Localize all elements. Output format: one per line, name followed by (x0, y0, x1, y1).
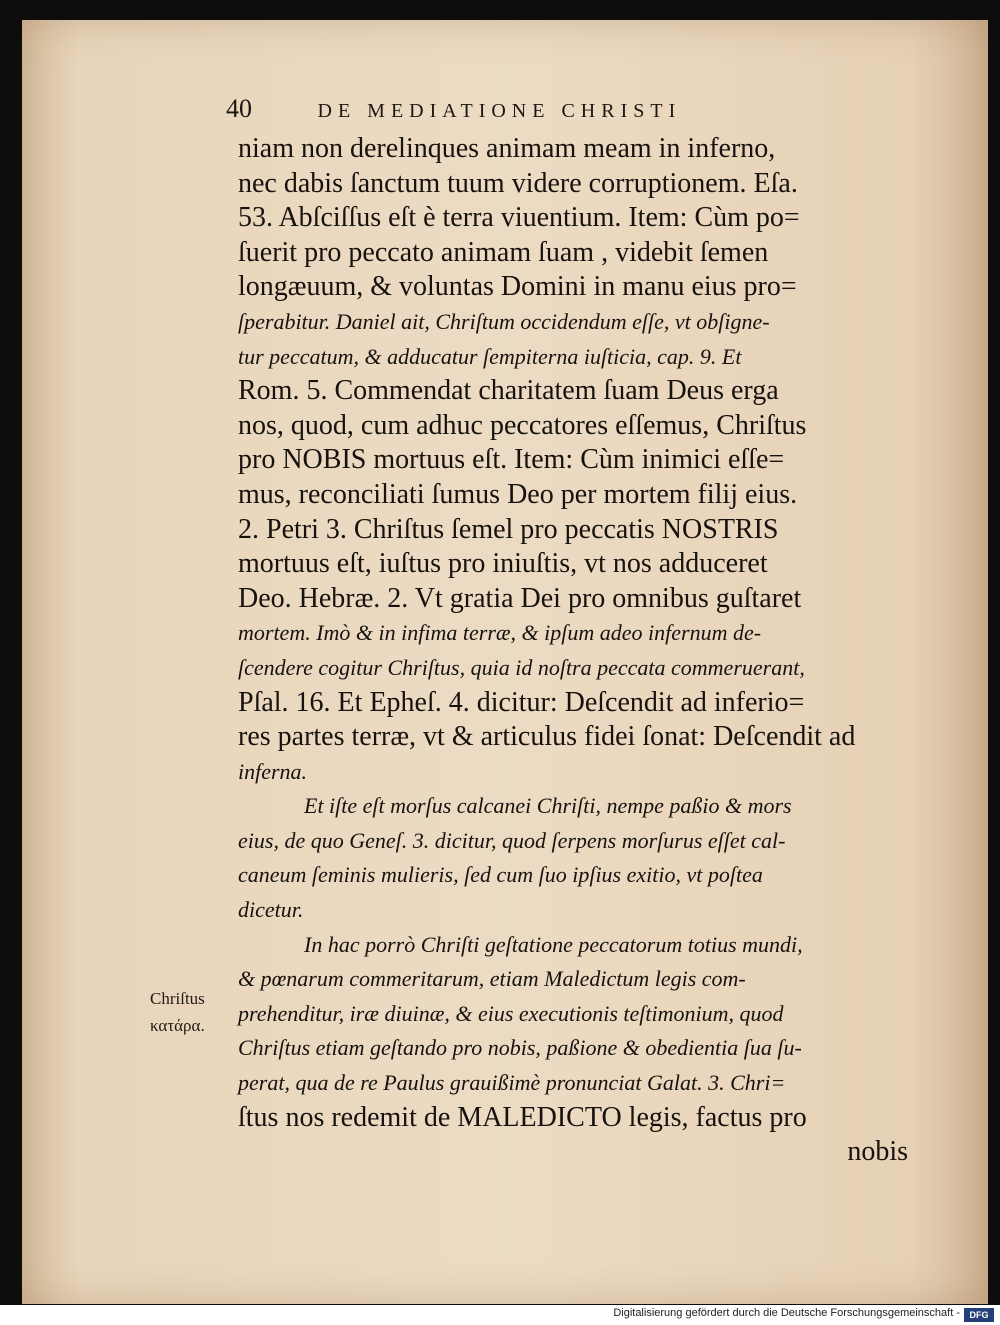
text-line: longæuum, & voluntas Domini in manu eius pro= (238, 271, 797, 303)
catchword: nobis (847, 1136, 908, 1168)
text-line: Rom. 5. Commendat charitatem ſuam Deus erga (238, 375, 779, 407)
text-line: prehenditur, iræ diuinæ, & eius executionis teſtimonium, quod (238, 1000, 784, 1026)
text-line: ſperabitur. Daniel ait, Chriſtum occidendum eſſe, vt obſigne- (238, 308, 770, 334)
text-line: perat, qua de re Paulus grauißimè pronunciat Galat. 3. Chri= (238, 1070, 786, 1096)
digitization-footer (0, 1305, 1000, 1325)
text-line: ſcendere cogitur Chriſtus, quia id noſtra peccata commeruerant, (238, 654, 805, 680)
text-line: pro NOBIS mortuus eſt. Item: Cùm inimici eſſe= (238, 444, 785, 476)
text-line: mortuus eſt, iuſtus pro iniuſtis, vt nos adduceret (238, 548, 768, 580)
text-line: ſuerit pro peccato animam ſuam , videbit ſemen (238, 236, 769, 268)
margin-note-line: κατάρα. (150, 1016, 205, 1035)
text-line: & pœnarum commeritarum, etiam Maledictum legis com- (238, 966, 746, 992)
running-title: DE MEDIATIONE CHRISTI (317, 100, 682, 122)
text-line: Deo. Hebræ. 2. Vt gratia Dei pro omnibus guſtaret (238, 582, 802, 614)
dfg-logo: DFG (964, 1308, 994, 1322)
text-line: niam non derelinques animam meam in inferno, (238, 133, 776, 164)
text-line: caneum ſeminis mulieris, ſed cum ſuo ipſius exitio, vt poſtea (238, 862, 763, 888)
text-line: mus, reconciliati ſumus Deo per mortem filij eius. (238, 478, 798, 510)
margin-note-line: Chriſtus (150, 989, 205, 1008)
text-line: Chriſtus etiam geſtando pro nobis, paßione & obedientia ſua ſu- (238, 1035, 802, 1061)
main-text (238, 132, 908, 1170)
text-line: In hac porrò Chriſti geſtatione peccatorum totius mundi, (304, 931, 803, 957)
page-number: 40 (226, 94, 252, 123)
text-line: Et iſte eſt morſus calcanei Chriſti, nempe paßio & mors (304, 793, 792, 819)
text-line: dicetur. (238, 897, 304, 923)
footer-credit: Digitalisierung gefördert durch die Deutsche Forschungsgemeinschaft - (613, 1307, 960, 1319)
text-line: 2. Petri 3. Chriſtus ſemel pro peccatis NOSTRIS (238, 513, 779, 545)
text-line: nos, quod, cum adhuc peccatores eſſemus, Chriſtus (238, 409, 807, 441)
margin-note (150, 985, 240, 1039)
text-line: inferna. (238, 758, 308, 784)
text-line: ſtus nos redemit de MALEDICTO legis, factus pro (238, 1101, 807, 1133)
page-header (226, 94, 926, 134)
text-line: nec dabis ſanctum tuum videre corruptionem. Eſa. (238, 167, 798, 199)
text-line: mortem. Imò & in infima terræ, & ipſum adeo infernum de- (238, 620, 762, 646)
text-line: res partes terræ, vt & articulus fidei ſonat: Deſcendit ad (238, 721, 856, 753)
text-line: Pſal. 16. Et Epheſ. 4. dicitur: Deſcendit ad inferio= (238, 686, 805, 718)
text-line: 53. Abſciſſus eſt è terra viuentium. Item: Cùm po= (238, 202, 800, 234)
text-line: eius, de quo Geneſ. 3. dicitur, quod ſerpens morſurus eſſet cal- (238, 827, 786, 853)
text-line: tur peccatum, & adducatur ſempiterna iuſticia, cap. 9. Et (238, 343, 742, 369)
